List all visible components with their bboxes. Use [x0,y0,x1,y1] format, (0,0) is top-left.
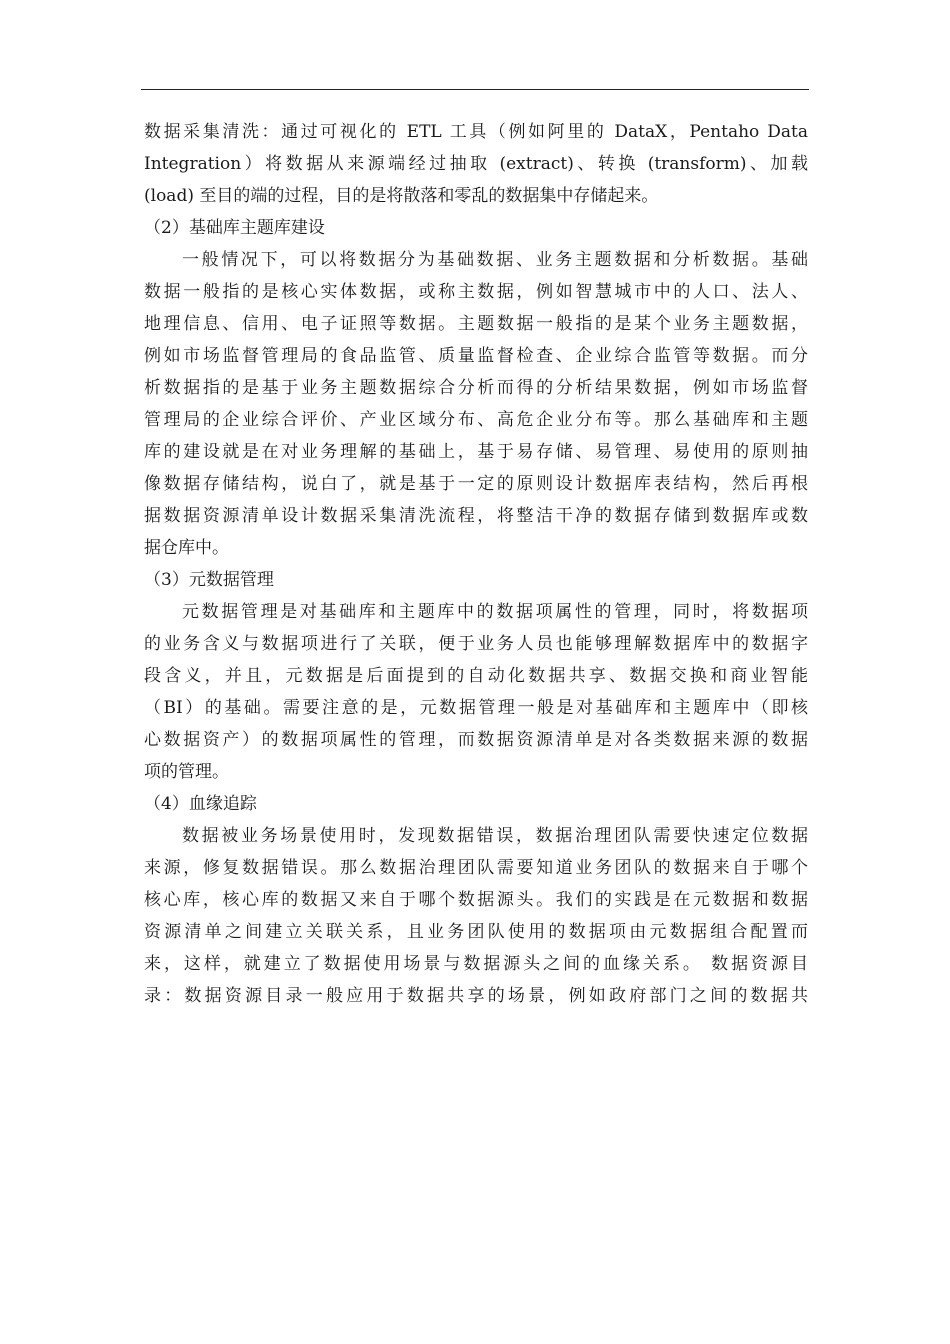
body-text-line: 核心库，核心库的数据又来自于哪个数据源头。我们的实践是在元数据和数据 [144,890,808,910]
body-text-line: 心数据资产）的数据项属性的管理，而数据资源清单是对各类数据来源的数据 [144,730,808,750]
body-text-line: 录：数据资源目录一般应用于数据共享的场景，例如政府部门之间的数据共 [144,986,808,1006]
body-text-line: 元数据管理是对基础库和主题库中的数据项属性的管理，同时，将数据项 [182,602,808,622]
body-text-line: 据数据资源清单设计数据采集清洗流程，将整洁干净的数据存储到数据库或数 [144,506,808,526]
body-text-line: 数据一般指的是核心实体数据，或称主数据，例如智慧城市中的人口、法人、 [144,282,808,302]
body-text-line: 库的建设就是在对业务理解的基础上，基于易存储、易管理、易使用的原则抽 [144,442,808,462]
body-text-line: Integration）将数据从来源端经过抽取 (extract)、转换 (transform)、加载 [144,154,808,174]
body-text-line: 例如市场监督管理局的食品监管、质量监督检查、企业综合监管等数据。而分 [144,346,808,366]
body-text-line: 资源清单之间建立关联关系，且业务团队使用的数据项由元数据组合配置而 [144,922,808,942]
body-text-line: 像数据存储结构，说白了，就是基于一定的原则设计数据库表结构，然后再根 [144,474,808,494]
section-heading: （4）血缘追踪 [144,794,257,814]
body-text-line: 数据采集清洗：通过可视化的 ETL 工具（例如阿里的 DataX，Pentaho Data [144,122,808,142]
body-text-line: 管理局的企业综合评价、产业区域分布、高危企业分布等。那么基础库和主题 [144,410,808,430]
body-text-line: 据仓库中。 [144,538,229,558]
body-text-line: （BI）的基础。需要注意的是，元数据管理一般是对基础库和主题库中（即核 [144,698,808,718]
body-text-line: 一般情况下，可以将数据分为基础数据、业务主题数据和分析数据。基础 [182,250,808,270]
header-rule [141,89,809,90]
body-text-line: 项的管理。 [144,762,229,782]
body-text-line: 析数据指的是基于业务主题数据综合分析而得的分析结果数据，例如市场监督 [144,378,808,398]
document-body [144,116,808,1012]
body-text-line: 地理信息、信用、电子证照等数据。主题数据一般指的是某个业务主题数据， [144,314,808,334]
body-text-line: 的业务含义与数据项进行了关联，便于业务人员也能够理解数据库中的数据字 [144,634,808,654]
body-text-line: 来源，修复数据错误。那么数据治理团队需要知道业务团队的数据来自于哪个 [144,858,808,878]
body-text-line: 段含义，并且，元数据是后面提到的自动化数据共享、数据交换和商业智能 [144,666,808,686]
section-heading: （3）元数据管理 [144,570,274,590]
body-text-line: 来，这样，就建立了数据使用场景与数据源头之间的血缘关系。 数据资源目 [144,954,808,974]
body-text-line: 数据被业务场景使用时，发现数据错误，数据治理团队需要快速定位数据 [182,826,808,846]
section-heading: （2）基础库主题库建设 [144,218,325,238]
body-text-line: (load) 至目的端的过程，目的是将散落和零乱的数据集中存储起来。 [144,186,659,206]
